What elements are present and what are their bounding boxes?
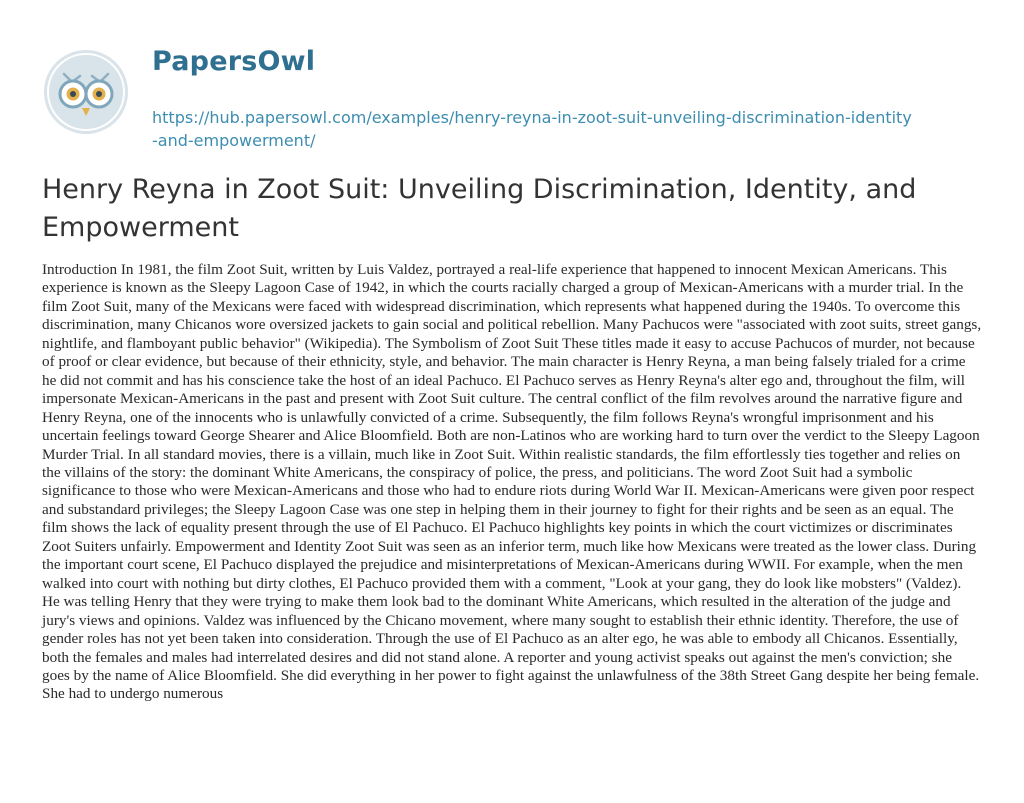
owl-logo-icon[interactable] xyxy=(42,48,130,136)
brand-name[interactable]: PapersOwl xyxy=(152,46,316,77)
document-title: Henry Reyna in Zoot Suit: Unveiling Discrimination, Identity, and Empowerment xyxy=(42,174,917,243)
site-header xyxy=(42,40,1002,160)
document-body: Introduction In 1981, the film Zoot Suit, written by Luis Valdez, portrayed a real-life experience that happened to innocent Mexican Americans. This experience is known as the Sleepy Lagoon Case of 1942, in which the courts racially charged a group of Mexican-Americans with a murder trial. In the film Zoot Suit, many of the Mexicans were faced with widespread discrimination, which represents what happened during the 1940s. To overcome this discrimination, many Chicanos wore oversized jackets to gain social and political rebellion. Many Pachucos were "associated with zoot suits, street gangs, nightlife, and flamboyant public behavior" (Wikipedia). The Symbolism of Zoot Suit These titles made it easy to accuse Pachucos of murder, not because of proof or clear evidence, but because of their ethnicity, style, and behavior. The main character is Henry Reyna, a man being falsely trialed for a crime he did not commit and has his conscience take the host of an ideal Pachuco. El Pachuco serves as Henry Reyna's alter ego and, throughout the film, will impersonate Mexican-Americans in the past and present with Zoot Suit culture. The central conflict of the film revolves around the narrative figure and Henry Reyna, one of the innocents who is unlawfully convicted of a crime. Subsequently, the film follows Reyna's wrongful imprisonment and his uncertain feelings toward George Shearer and Alice Bloomfield. Both are non-Latinos who are working hard to turn over the verdict to the Sleepy Lagoon Murder Trial. In all standard movies, there is a villain, much like in Zoot Suit. Within realistic standards, the film effortlessly ties together and relies on the villains of the story: the dominant White Americans, the conspiracy of police, the press, and politicians. The word Zoot Suit had a symbolic significance to those who were Mexican-Americans and those who had to endure riots during World War II. Mexican-Americans were given poor respect and substandard privileges; the Sleepy Lagoon Case was one step in helping them in their journey to fight for their rights and be seen as an equal. The film shows the lack of equality present through the use of El Pachuco. El Pachuco highlights key points in which the court victimizes or discriminates Zoot Suiters unfairly. Empowerment and Identity Zoot Suit was seen as an inferior term, much like how Mexicans were treated as the lower class. During the important court scene, El Pachuco displayed the prejudice and misinterpretations of Mexican-Americans during WWII. For example, when the men walked into court with nothing but dirty clothes, El Pachuco provided them with a comment, "Look at your gang, they do look like mobsters" (Valdez). He was telling Henry that they were trying to make them look bad to the dominant White Americans, which resulted in the alteration of the judge and jury's views and opinions. Valdez was influenced by the Chicano movement, where many sought to establish their ethnic identity. Therefore, the use of gender roles has not yet been taken into consideration. Through the use of El Pachuco as an alter ego, he was able to embody all Chicanos. Essentially, both the females and males had interrelated desires and did not stand alone. A reporter and young activist speaks out against the men's conviction; she goes by the name of Alice Bloomfield. She did everything in her power to fight against the unlawfulness of the 38th Street Gang despite her being female. She had to undergo numerous xyxy=(42,261,982,703)
source-url-link[interactable]: https://hub.papersowl.com/examples/henry-reyna-in-zoot-suit-unveiling-discrimination-identity-and-empowerment/ xyxy=(152,108,912,150)
